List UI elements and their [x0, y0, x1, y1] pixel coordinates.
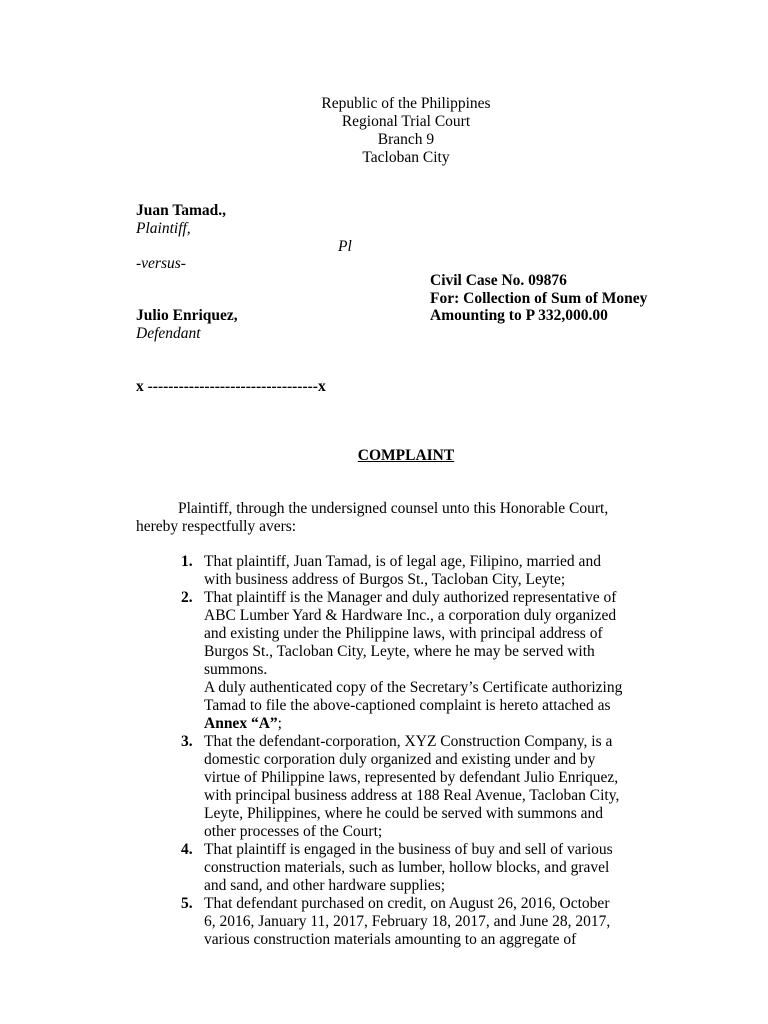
- allegation-item: [178, 589, 678, 733]
- plaintiff-role: Plaintiff,: [136, 220, 191, 237]
- allegation-line: and sand, and other hardware supplies;: [204, 877, 446, 894]
- intro-line-1: Plaintiff, through the undersigned counsel unto this Honorable Court,: [178, 500, 609, 517]
- allegation-line: That plaintiff is the Manager and duly authorized representative of: [204, 589, 617, 606]
- allegation-line: That plaintiff is engaged in the business of buy and sell of various: [204, 841, 613, 858]
- case-amount-prefix: Amounting to: [430, 307, 526, 324]
- allegation-line: other processes of the Court;: [204, 823, 383, 840]
- allegation-line: ABC Lumber Yard & Hardware Inc., a corporation duly organized: [204, 607, 617, 624]
- case-number: Civil Case No. 09876: [430, 272, 567, 289]
- allegation-number: 3.: [181, 733, 193, 750]
- allegation-line: construction materials, such as lumber, hollow blocks, and gravel: [204, 859, 610, 876]
- allegation-line: and existing under the Philippine laws, with principal address of: [204, 625, 603, 642]
- case-amount: [430, 307, 608, 325]
- annex-label: Annex “A”: [204, 715, 278, 732]
- case-amount-value: P 332,000.00: [525, 307, 608, 324]
- court-country: Republic of the Philippines: [321, 95, 491, 112]
- allegation-number: 4.: [181, 841, 193, 858]
- allegation-number: 1.: [181, 553, 193, 570]
- allegation-item: [178, 841, 678, 895]
- court-city: Tacloban City: [362, 149, 450, 166]
- defendant-name: Julio Enriquez,: [136, 307, 238, 324]
- annex-suffix: ;: [277, 715, 282, 732]
- stray-text: Pl: [338, 238, 352, 255]
- plaintiff-name: Juan Tamad.,: [136, 202, 227, 219]
- allegation-item: [178, 733, 678, 841]
- allegation-line: A duly authenticated copy of the Secretary’s Certificate authorizing: [204, 679, 623, 696]
- allegation-line: Burgos St., Tacloban City, Leyte, where he may be served with: [204, 643, 595, 660]
- allegation-line: That the defendant-corporation, XYZ Construction Company, is a: [204, 733, 613, 750]
- defendant-role: Defendant: [136, 325, 201, 342]
- allegation-line: 6, 2016, January 11, 2017, February 18, 2017, and June 28, 2017,: [204, 913, 611, 930]
- court-branch: Branch 9: [377, 131, 435, 148]
- allegation-line: with principal business address at 188 Real Avenue, Tacloban City,: [204, 787, 620, 804]
- intro-paragraph: [136, 500, 681, 536]
- allegation-number: 5.: [181, 895, 193, 912]
- document-title: COMPLAINT: [357, 447, 455, 464]
- caption-separator: x ---------------------------------x: [136, 378, 326, 395]
- allegation-line: That defendant purchased on credit, on August 26, 2016, October: [204, 895, 610, 912]
- allegation-line: virtue of Philippine laws, represented by defendant Julio Enriquez,: [204, 769, 619, 786]
- allegation-line: domestic corporation duly organized and existing under and by: [204, 751, 596, 768]
- case-nature: For: Collection of Sum of Money: [430, 290, 648, 307]
- allegation-item: [178, 553, 678, 589]
- allegation-line: various construction materials amounting to an aggregate of: [204, 931, 577, 948]
- allegation-line: Leyte, Philippines, where he could be served with summons and: [204, 805, 604, 822]
- versus-label: -versus-: [136, 255, 186, 272]
- court-name: Regional Trial Court: [341, 113, 471, 130]
- allegation-item: [178, 895, 678, 949]
- allegations-list: [178, 553, 678, 949]
- intro-line-2: hereby respectfully avers:: [136, 518, 297, 535]
- allegation-line: with business address of Burgos St., Tacloban City, Leyte;: [204, 571, 566, 588]
- court-header: [0, 95, 768, 167]
- allegation-line: summons.: [204, 661, 268, 678]
- allegation-number: 2.: [181, 589, 193, 606]
- allegation-line: That plaintiff, Juan Tamad, is of legal age, Filipino, married and: [204, 553, 601, 570]
- allegation-line: Tamad to file the above-captioned complaint is hereto attached as: [204, 697, 611, 714]
- annex-reference: [204, 715, 678, 733]
